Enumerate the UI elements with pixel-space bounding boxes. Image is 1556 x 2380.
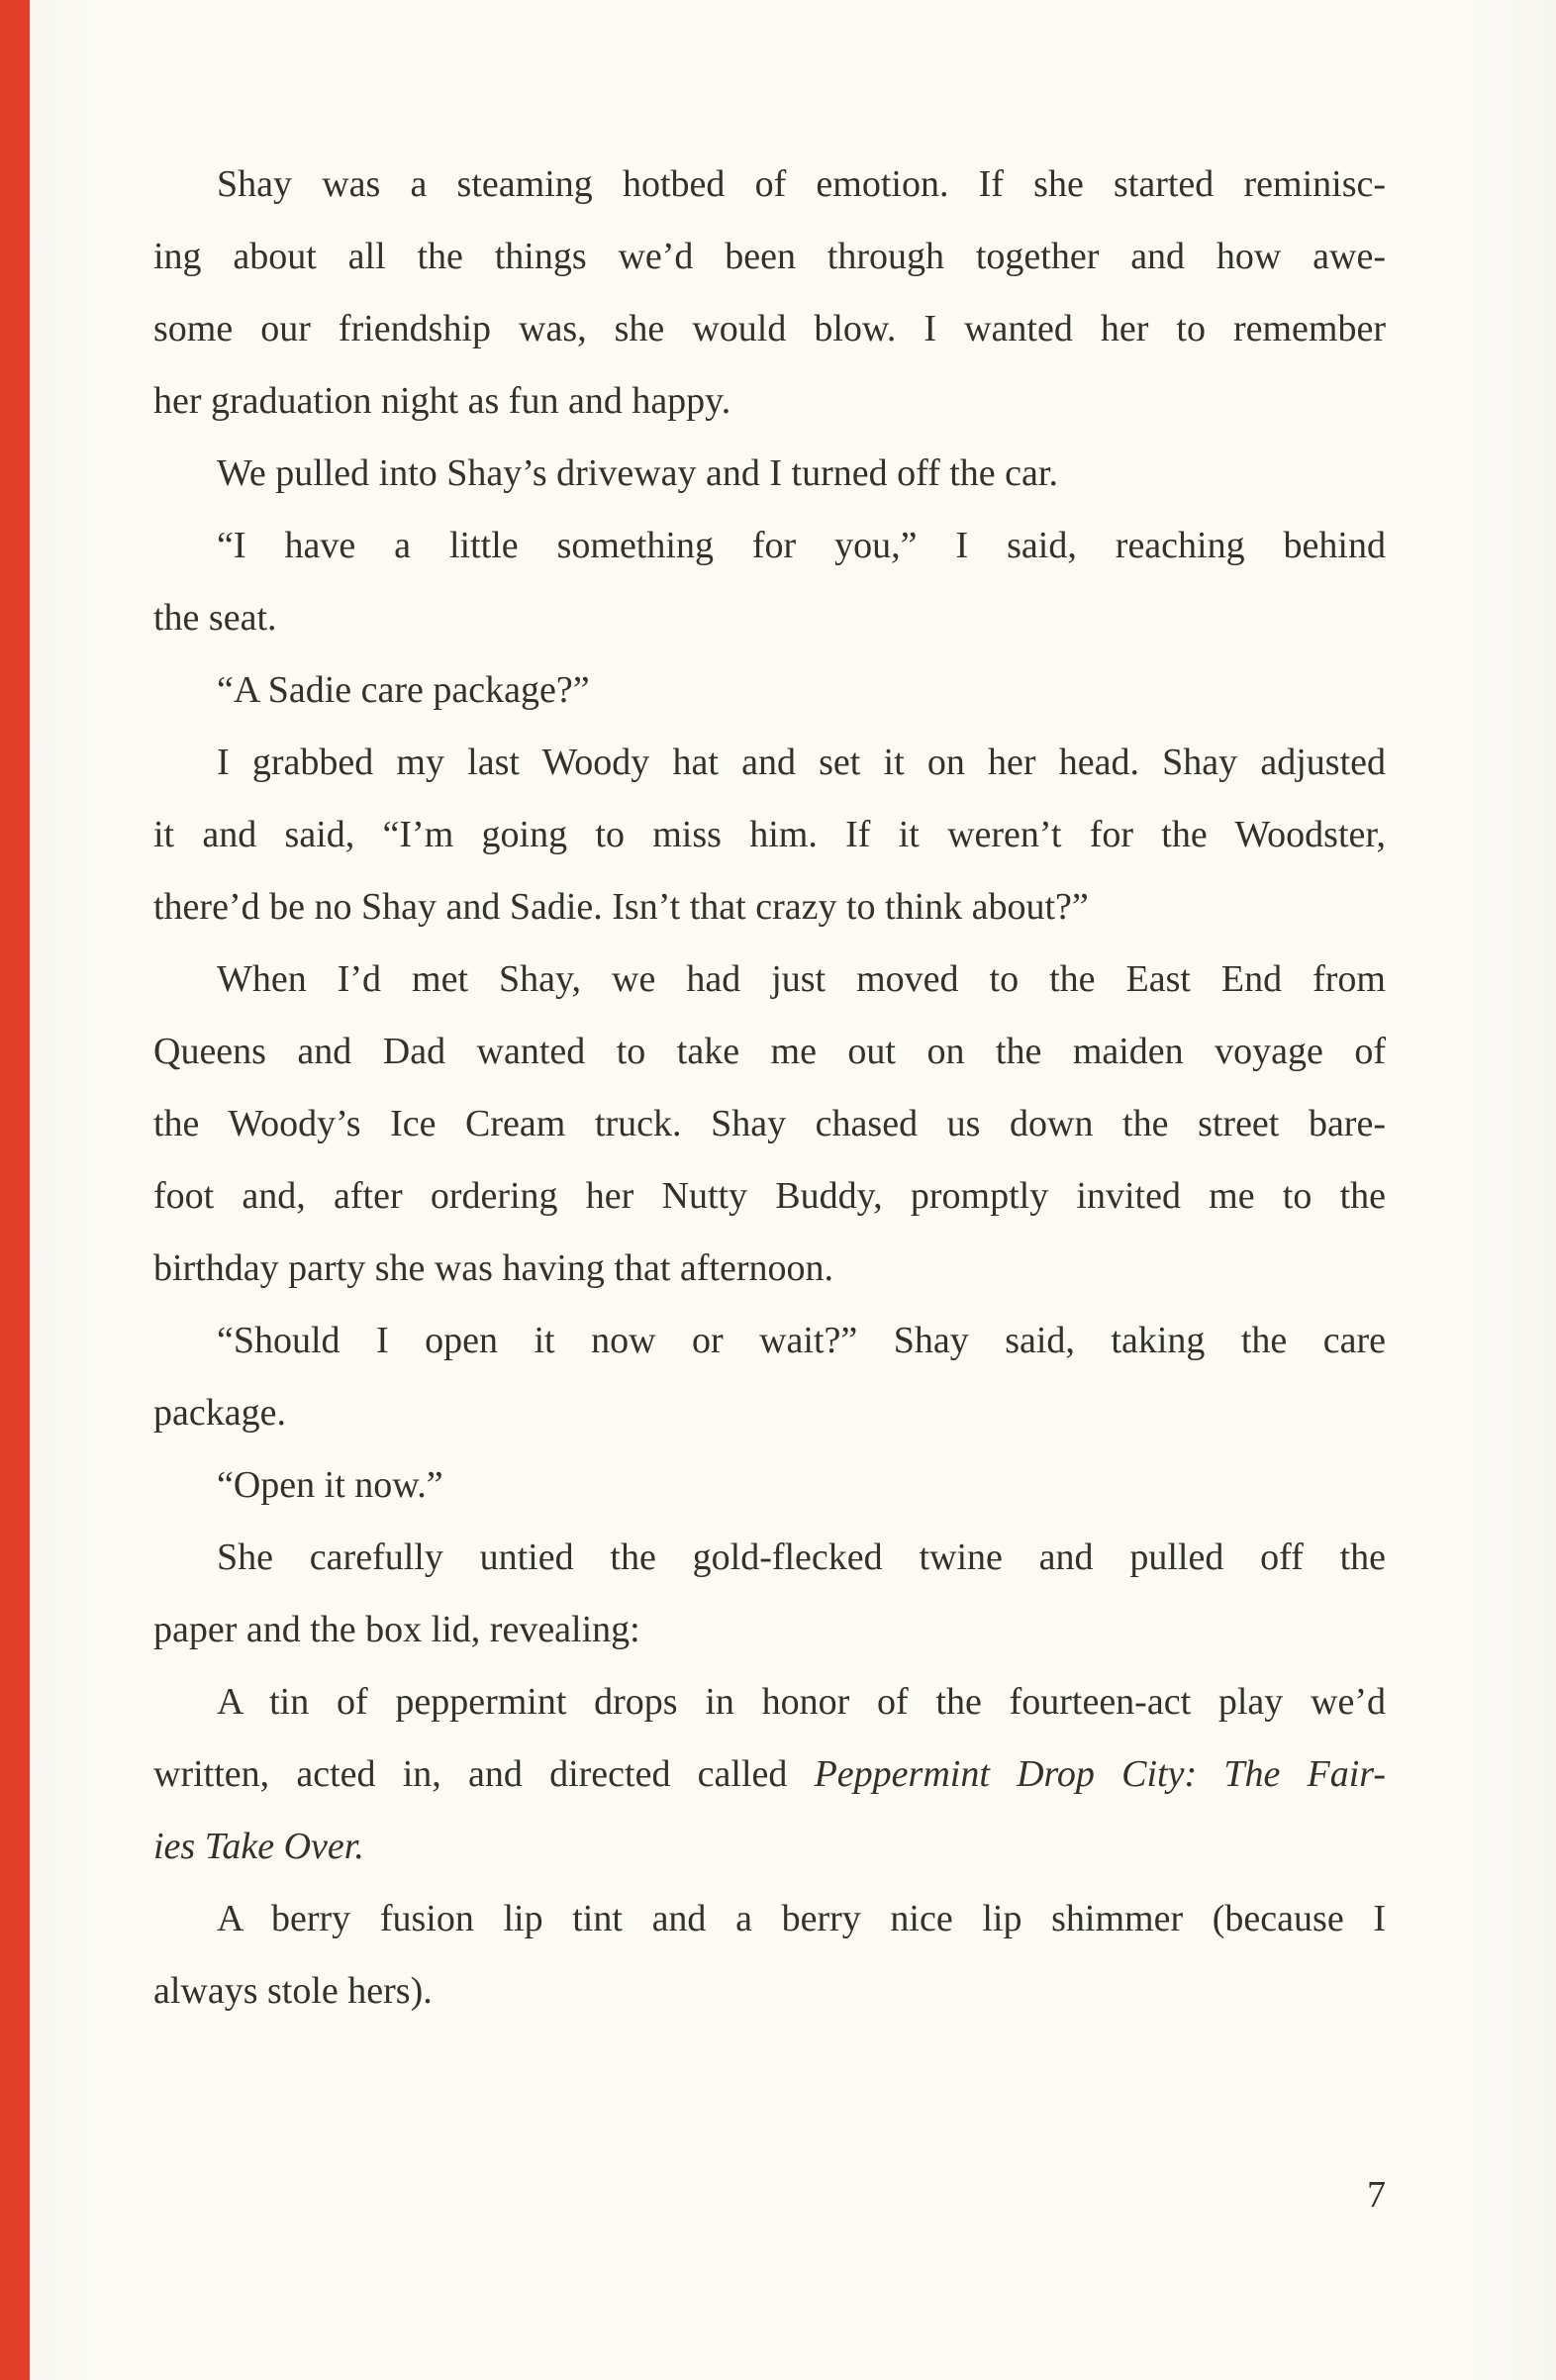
paragraph — [153, 510, 1386, 654]
text-line — [153, 582, 1386, 654]
text-line — [153, 1811, 1386, 1883]
body-text: I grabbed my last Woody hat and set it on her head. Shay adjusted — [217, 742, 1386, 783]
body-text: her graduation night as fun and happy. — [153, 380, 731, 422]
body-text: package. — [153, 1392, 286, 1434]
page-number: 7 — [1367, 2174, 1386, 2216]
text-line — [153, 1305, 1386, 1377]
body-text: Shay was a steaming hotbed of emotion. If she started reminisc- — [217, 163, 1386, 205]
paragraph — [153, 438, 1386, 510]
text-line — [153, 1016, 1386, 1088]
text-line — [153, 438, 1386, 510]
paragraph — [153, 727, 1386, 943]
body-text: birthday party she was having that afternoon. — [153, 1247, 833, 1289]
text-line — [153, 1594, 1386, 1666]
body-text: foot and, after ordering her Nutty Buddy, promptly invited me to the — [153, 1175, 1386, 1217]
text-line — [153, 365, 1386, 438]
body-text: the seat. — [153, 597, 277, 639]
text-line — [153, 293, 1386, 365]
body-text: always stole hers). — [153, 1970, 433, 2012]
paragraph — [153, 943, 1386, 1305]
paragraph — [153, 1449, 1386, 1522]
body-text: some our friendship was, she would blow. I wanted her to remember — [153, 308, 1386, 349]
body-text: “I have a little something for you,” I said, reaching behind — [217, 525, 1386, 566]
text-line — [153, 1666, 1386, 1738]
text-line — [153, 510, 1386, 582]
body-text: there’d be no Shay and Sadie. Isn’t that crazy to think about?” — [153, 886, 1089, 928]
text-line — [153, 1522, 1386, 1594]
body-text: it and said, “I’m going to miss him. If it weren’t for the Woodster, — [153, 814, 1386, 855]
paragraph — [153, 149, 1386, 438]
body-text: A berry fusion lip tint and a berry nice lip shimmer (because I — [217, 1898, 1386, 1939]
text-line — [153, 799, 1386, 871]
page-text — [153, 149, 1386, 2028]
italic-text: ies Take Over. — [153, 1826, 364, 1867]
body-text: written, acted in, and directed called — [153, 1753, 815, 1795]
body-text: “Open it now.” — [217, 1464, 443, 1506]
body-text: “Should I open it now or wait?” Shay said, taking the care — [217, 1320, 1386, 1361]
text-line — [153, 1883, 1386, 1955]
text-line — [153, 1449, 1386, 1522]
text-line — [153, 1088, 1386, 1160]
text-line — [153, 1160, 1386, 1233]
paragraph — [153, 1305, 1386, 1449]
body-text: “A Sadie care package?” — [217, 669, 590, 711]
body-text: paper and the box lid, revealing: — [153, 1609, 640, 1650]
paragraph — [153, 1522, 1386, 1666]
text-line — [153, 654, 1386, 727]
body-text: We pulled into Shay’s driveway and I turned off the car. — [217, 452, 1058, 494]
text-line — [153, 943, 1386, 1016]
paragraph — [153, 654, 1386, 727]
book-spine-stripe — [0, 0, 30, 2380]
text-line — [153, 1377, 1386, 1449]
body-text: the Woody’s Ice Cream truck. Shay chased us down the street bare- — [153, 1103, 1386, 1144]
text-line — [153, 149, 1386, 221]
body-text: She carefully untied the gold-flecked twine and pulled off the — [217, 1537, 1386, 1578]
text-line — [153, 727, 1386, 799]
text-line — [153, 871, 1386, 943]
body-text: Queens and Dad wanted to take me out on the maiden voyage of — [153, 1031, 1386, 1072]
text-line — [153, 1233, 1386, 1305]
text-line — [153, 221, 1386, 293]
body-text: When I’d met Shay, we had just moved to the East End from — [217, 958, 1386, 1000]
italic-text: Peppermint Drop City: The Fair- — [814, 1753, 1386, 1795]
body-text: A tin of peppermint drops in honor of the fourteen-act play we’d — [217, 1681, 1386, 1723]
text-line — [153, 1738, 1386, 1811]
paragraph — [153, 1883, 1386, 2028]
text-line — [153, 1955, 1386, 2028]
body-text: ing about all the things we’d been through together and how awe- — [153, 236, 1386, 277]
paragraph — [153, 1666, 1386, 1883]
